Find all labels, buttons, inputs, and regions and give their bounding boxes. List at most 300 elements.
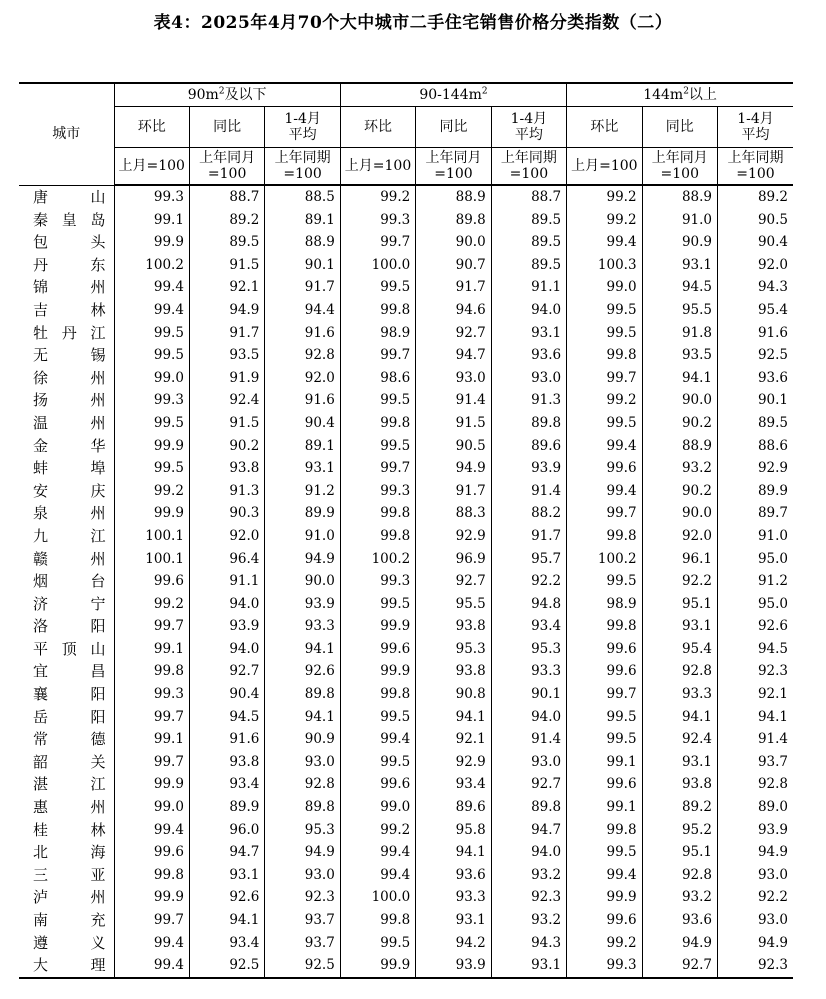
index-value: 90.5	[718, 209, 794, 232]
index-value: 99.9	[340, 615, 415, 638]
index-value: 93.1	[265, 457, 340, 480]
index-value: 99.5	[114, 322, 189, 345]
index-value: 95.5	[416, 593, 491, 616]
index-value: 100.2	[340, 548, 415, 571]
index-value: 94.0	[189, 638, 264, 661]
base-header: 上月=100	[340, 148, 415, 186]
index-value: 92.2	[718, 886, 794, 909]
index-value: 91.4	[416, 389, 491, 412]
index-value: 94.4	[265, 299, 340, 322]
index-value: 99.2	[340, 819, 415, 842]
table-row	[19, 796, 793, 819]
table-row	[19, 886, 793, 909]
city-name: 牡丹江	[33, 323, 106, 342]
index-value: 99.5	[567, 570, 642, 593]
index-value: 92.7	[642, 954, 717, 978]
base-header: 上年同期 =100	[265, 148, 340, 186]
index-value: 99.8	[567, 525, 642, 548]
index-value: 99.8	[567, 344, 642, 367]
index-value: 92.3	[265, 886, 340, 909]
table-row	[19, 638, 793, 661]
index-value: 89.8	[265, 796, 340, 819]
table-row	[19, 412, 793, 435]
index-value: 99.5	[114, 457, 189, 480]
index-value: 89.5	[189, 231, 264, 254]
index-value: 96.9	[416, 548, 491, 571]
index-value: 90.1	[491, 683, 566, 706]
index-value: 92.1	[416, 728, 491, 751]
index-value: 99.5	[567, 841, 642, 864]
index-value: 94.0	[491, 299, 566, 322]
index-value: 92.9	[718, 457, 794, 480]
base-header: 上年同月 =100	[416, 148, 491, 186]
index-value: 91.6	[265, 389, 340, 412]
index-value: 93.9	[491, 457, 566, 480]
index-value: 99.8	[340, 412, 415, 435]
index-value: 99.7	[114, 706, 189, 729]
index-value: 99.1	[114, 728, 189, 751]
index-value: 99.5	[340, 932, 415, 955]
index-value: 90.1	[265, 254, 340, 277]
index-value: 94.7	[189, 841, 264, 864]
city-name: 济宁	[33, 594, 106, 613]
index-value: 92.6	[265, 660, 340, 683]
index-value: 91.6	[718, 322, 794, 345]
index-value: 92.7	[416, 322, 491, 345]
table-row	[19, 322, 793, 345]
table-row	[19, 773, 793, 796]
table-row	[19, 570, 793, 593]
index-value: 99.5	[340, 276, 415, 299]
table-row	[19, 706, 793, 729]
city-name: 大理	[19, 954, 114, 978]
index-value: 88.9	[416, 185, 491, 209]
index-value: 93.2	[491, 864, 566, 887]
index-value: 90.0	[265, 570, 340, 593]
index-value: 89.8	[491, 796, 566, 819]
index-value: 99.1	[567, 751, 642, 774]
index-value: 89.6	[491, 435, 566, 458]
index-value: 94.9	[642, 932, 717, 955]
index-value: 93.0	[265, 751, 340, 774]
index-value: 94.0	[491, 706, 566, 729]
index-value: 94.5	[189, 706, 264, 729]
index-value: 92.2	[642, 570, 717, 593]
index-value: 90.4	[265, 412, 340, 435]
index-value: 99.9	[114, 773, 189, 796]
index-value: 88.6	[718, 435, 794, 458]
index-value: 99.6	[567, 660, 642, 683]
index-value: 93.2	[642, 457, 717, 480]
index-value: 100.2	[114, 254, 189, 277]
index-value: 92.4	[642, 728, 717, 751]
index-value: 99.3	[340, 570, 415, 593]
index-value: 88.9	[642, 185, 717, 209]
index-value: 93.4	[189, 773, 264, 796]
table-row	[19, 751, 793, 774]
group-header: $90-144m^2$	[340, 83, 566, 107]
table-row	[19, 954, 793, 978]
index-value: 91.1	[491, 276, 566, 299]
index-value: 99.7	[340, 344, 415, 367]
index-value: 99.8	[567, 819, 642, 842]
index-value: 93.6	[642, 909, 717, 932]
index-value: 93.3	[491, 660, 566, 683]
index-value: 99.6	[567, 773, 642, 796]
city-name: 金华	[33, 436, 106, 455]
index-value: 90.2	[642, 480, 717, 503]
index-value: 95.3	[416, 638, 491, 661]
city-name: 赣州	[33, 549, 106, 568]
index-value: 95.5	[642, 299, 717, 322]
table-row	[19, 593, 793, 616]
index-value: 93.7	[265, 909, 340, 932]
city-name: 襄阳	[33, 685, 106, 704]
index-value: 94.9	[718, 841, 794, 864]
index-value: 99.0	[114, 796, 189, 819]
city-name: 北海	[33, 843, 106, 862]
index-value: 99.8	[340, 683, 415, 706]
base-header: 上年同期 =100	[491, 148, 566, 186]
index-value: 88.2	[491, 502, 566, 525]
index-value: 91.3	[189, 480, 264, 503]
index-value: 99.8	[340, 299, 415, 322]
city-name: 温州	[33, 413, 106, 432]
base-header: 上月=100	[567, 148, 642, 186]
index-value: 89.5	[718, 412, 794, 435]
index-value: 89.1	[265, 435, 340, 458]
index-value: 92.2	[491, 570, 566, 593]
index-value: 94.9	[265, 548, 340, 571]
index-value: 93.9	[265, 593, 340, 616]
city-name: 泸州	[33, 888, 106, 907]
index-value: 94.1	[718, 706, 794, 729]
subcolumn-header: 1-4月 平均	[491, 107, 566, 148]
city-name: 丹东	[33, 255, 106, 274]
index-value: 99.5	[114, 412, 189, 435]
index-value: 99.9	[340, 954, 415, 978]
index-value: 99.5	[567, 728, 642, 751]
index-value: 99.4	[114, 819, 189, 842]
index-value: 88.7	[189, 185, 264, 209]
index-value: 89.0	[718, 796, 794, 819]
index-value: 92.5	[189, 954, 264, 978]
city-name: 泉州	[33, 504, 106, 523]
index-value: 90.4	[718, 231, 794, 254]
index-value: 91.5	[416, 412, 491, 435]
index-value: 89.2	[189, 209, 264, 232]
index-value: 91.0	[265, 525, 340, 548]
index-value: 93.4	[189, 932, 264, 955]
index-value: 90.2	[642, 412, 717, 435]
index-value: 90.3	[189, 502, 264, 525]
index-value: 99.3	[114, 389, 189, 412]
index-value: 99.1	[567, 796, 642, 819]
table-row	[19, 367, 793, 390]
index-value: 99.6	[114, 570, 189, 593]
index-value: 91.7	[265, 276, 340, 299]
table-row	[19, 932, 793, 955]
index-value: 94.9	[189, 299, 264, 322]
index-value: 99.3	[340, 480, 415, 503]
subcolumn-header: 1-4月 平均	[718, 107, 794, 148]
index-value: 93.5	[642, 344, 717, 367]
index-value: 92.5	[265, 954, 340, 978]
index-value: 89.9	[189, 796, 264, 819]
subcolumn-header: 1-4月 平均	[265, 107, 340, 148]
index-value: 99.4	[340, 728, 415, 751]
index-value: 99.4	[567, 435, 642, 458]
index-value: 99.7	[114, 909, 189, 932]
index-value: 93.1	[642, 254, 717, 277]
index-value: 99.3	[114, 683, 189, 706]
table-row	[19, 864, 793, 887]
city-name: 桂林	[33, 820, 106, 839]
index-value: 94.0	[491, 841, 566, 864]
city-name: 锦州	[33, 278, 106, 297]
index-value: 99.7	[340, 231, 415, 254]
city-name: 洛阳	[33, 617, 106, 636]
index-value: 99.7	[567, 502, 642, 525]
table-row	[19, 480, 793, 503]
index-value: 92.3	[491, 886, 566, 909]
index-value: 89.5	[491, 231, 566, 254]
index-value: 90.2	[189, 435, 264, 458]
index-value: 94.5	[718, 638, 794, 661]
index-value: 99.7	[114, 751, 189, 774]
index-value: 99.6	[567, 638, 642, 661]
index-value: 100.2	[567, 548, 642, 571]
index-value: 94.9	[265, 841, 340, 864]
table-row	[19, 683, 793, 706]
table-row	[19, 344, 793, 367]
index-value: 100.0	[340, 254, 415, 277]
city-name: 湛江	[33, 775, 106, 794]
index-value: 93.1	[491, 322, 566, 345]
index-value: 89.6	[416, 796, 491, 819]
index-value: 93.1	[642, 751, 717, 774]
index-value: 88.9	[642, 435, 717, 458]
index-value: 91.0	[642, 209, 717, 232]
index-value: 93.8	[189, 457, 264, 480]
index-value: 99.6	[340, 638, 415, 661]
index-value: 95.1	[642, 841, 717, 864]
index-value: 91.7	[189, 322, 264, 345]
index-value: 99.6	[340, 773, 415, 796]
index-value: 93.0	[265, 864, 340, 887]
index-value: 99.5	[340, 435, 415, 458]
city-name: 蚌埠	[33, 459, 106, 478]
price-index-table	[19, 82, 793, 979]
index-value: 98.9	[567, 593, 642, 616]
table-row	[19, 254, 793, 277]
index-value: 99.8	[114, 864, 189, 887]
city-name: 无锡	[33, 346, 106, 365]
index-value: 99.0	[340, 796, 415, 819]
index-value: 88.9	[265, 231, 340, 254]
index-value: 92.7	[189, 660, 264, 683]
index-value: 91.4	[491, 728, 566, 751]
index-value: 96.1	[642, 548, 717, 571]
index-value: 93.4	[491, 615, 566, 638]
table-row	[19, 435, 793, 458]
group-header: $90m^2$及以下	[114, 83, 340, 107]
index-value: 93.9	[416, 954, 491, 978]
index-value: 99.3	[114, 185, 189, 209]
city-name: 秦皇岛	[33, 210, 106, 229]
city-name: 韶关	[33, 752, 106, 771]
index-value: 93.3	[265, 615, 340, 638]
index-value: 92.3	[718, 954, 794, 978]
index-value: 92.0	[265, 367, 340, 390]
page-title: 表4：2025年4月70个大中城市二手住宅销售价格分类指数（二）	[153, 13, 673, 33]
index-value: 99.8	[114, 660, 189, 683]
index-value: 92.8	[265, 344, 340, 367]
index-value: 93.0	[718, 909, 794, 932]
index-value: 90.7	[416, 254, 491, 277]
table-row	[19, 502, 793, 525]
index-value: 93.0	[416, 367, 491, 390]
city-name: 包头	[33, 233, 106, 252]
table-row	[19, 841, 793, 864]
index-value: 94.7	[416, 344, 491, 367]
index-value: 99.9	[114, 502, 189, 525]
index-value: 89.8	[491, 412, 566, 435]
index-value: 99.5	[567, 299, 642, 322]
index-value: 99.7	[114, 615, 189, 638]
index-value: 99.9	[114, 886, 189, 909]
index-value: 94.9	[718, 932, 794, 955]
index-value: 92.8	[642, 660, 717, 683]
index-value: 92.1	[189, 276, 264, 299]
index-value: 99.3	[340, 209, 415, 232]
index-value: 94.2	[416, 932, 491, 955]
index-value: 94.1	[416, 841, 491, 864]
index-value: 90.1	[718, 389, 794, 412]
index-value: 95.8	[416, 819, 491, 842]
index-value: 92.8	[265, 773, 340, 796]
table-row	[19, 615, 793, 638]
index-value: 93.3	[416, 886, 491, 909]
index-value: 99.4	[340, 864, 415, 887]
index-value: 91.2	[265, 480, 340, 503]
index-value: 94.6	[416, 299, 491, 322]
index-value: 88.5	[265, 185, 340, 209]
subcolumn-header: 同比	[189, 107, 264, 148]
index-value: 91.6	[189, 728, 264, 751]
index-value: 100.3	[567, 254, 642, 277]
index-value: 99.0	[567, 276, 642, 299]
index-value: 90.4	[189, 683, 264, 706]
index-value: 99.5	[340, 389, 415, 412]
city-name: 扬州	[33, 391, 106, 410]
index-value: 93.6	[491, 344, 566, 367]
index-value: 91.6	[265, 322, 340, 345]
index-value: 95.7	[491, 548, 566, 571]
index-value: 95.4	[642, 638, 717, 661]
index-value: 90.0	[642, 502, 717, 525]
city-name: 徐州	[33, 368, 106, 387]
index-value: 89.8	[265, 683, 340, 706]
index-value: 93.7	[265, 932, 340, 955]
index-value: 89.8	[416, 209, 491, 232]
index-value: 95.3	[265, 819, 340, 842]
index-value: 93.1	[491, 954, 566, 978]
index-value: 89.5	[491, 254, 566, 277]
index-value: 96.0	[189, 819, 264, 842]
index-value: 99.4	[567, 480, 642, 503]
index-value: 99.4	[114, 299, 189, 322]
index-value: 94.1	[642, 706, 717, 729]
index-value: 91.5	[189, 254, 264, 277]
index-value: 93.6	[718, 367, 794, 390]
index-value: 99.9	[114, 435, 189, 458]
index-value: 92.6	[718, 615, 794, 638]
index-value: 99.8	[567, 615, 642, 638]
index-value: 99.6	[567, 909, 642, 932]
index-value: 94.1	[416, 706, 491, 729]
index-value: 93.5	[189, 344, 264, 367]
index-value: 91.1	[189, 570, 264, 593]
index-value: 94.9	[416, 457, 491, 480]
table-row	[19, 525, 793, 548]
index-value: 92.6	[189, 886, 264, 909]
index-value: 99.7	[567, 683, 642, 706]
index-value: 92.1	[718, 683, 794, 706]
index-value: 98.9	[340, 322, 415, 345]
city-name: 安庆	[33, 481, 106, 500]
index-value: 93.3	[642, 683, 717, 706]
index-value: 89.9	[265, 502, 340, 525]
index-value: 92.9	[416, 525, 491, 548]
city-name: 岳阳	[33, 707, 106, 726]
index-value: 99.2	[567, 932, 642, 955]
index-value: 91.5	[189, 412, 264, 435]
index-value: 99.5	[567, 412, 642, 435]
index-value: 99.7	[340, 457, 415, 480]
index-value: 100.0	[340, 886, 415, 909]
index-value: 99.2	[340, 185, 415, 209]
table-row	[19, 231, 793, 254]
index-value: 93.1	[642, 615, 717, 638]
index-value: 89.1	[265, 209, 340, 232]
index-value: 91.4	[491, 480, 566, 503]
index-value: 99.2	[567, 209, 642, 232]
index-value: 95.3	[491, 638, 566, 661]
index-value: 99.1	[114, 209, 189, 232]
index-value: 94.3	[491, 932, 566, 955]
index-value: 93.1	[189, 864, 264, 887]
index-value: 92.7	[491, 773, 566, 796]
index-value: 94.1	[642, 367, 717, 390]
index-value: 94.1	[265, 706, 340, 729]
index-value: 99.2	[114, 593, 189, 616]
table-row	[19, 548, 793, 571]
index-value: 99.4	[340, 841, 415, 864]
city-name: 烟台	[33, 572, 106, 591]
index-value: 92.8	[718, 773, 794, 796]
index-value: 99.3	[567, 954, 642, 978]
index-value: 93.9	[718, 819, 794, 842]
index-value: 99.5	[340, 751, 415, 774]
index-value: 94.7	[491, 819, 566, 842]
index-value: 92.8	[642, 864, 717, 887]
index-value: 91.2	[718, 570, 794, 593]
index-value: 91.4	[718, 728, 794, 751]
index-value: 93.8	[642, 773, 717, 796]
base-header: 上年同期 =100	[718, 148, 794, 186]
index-value: 91.3	[491, 389, 566, 412]
